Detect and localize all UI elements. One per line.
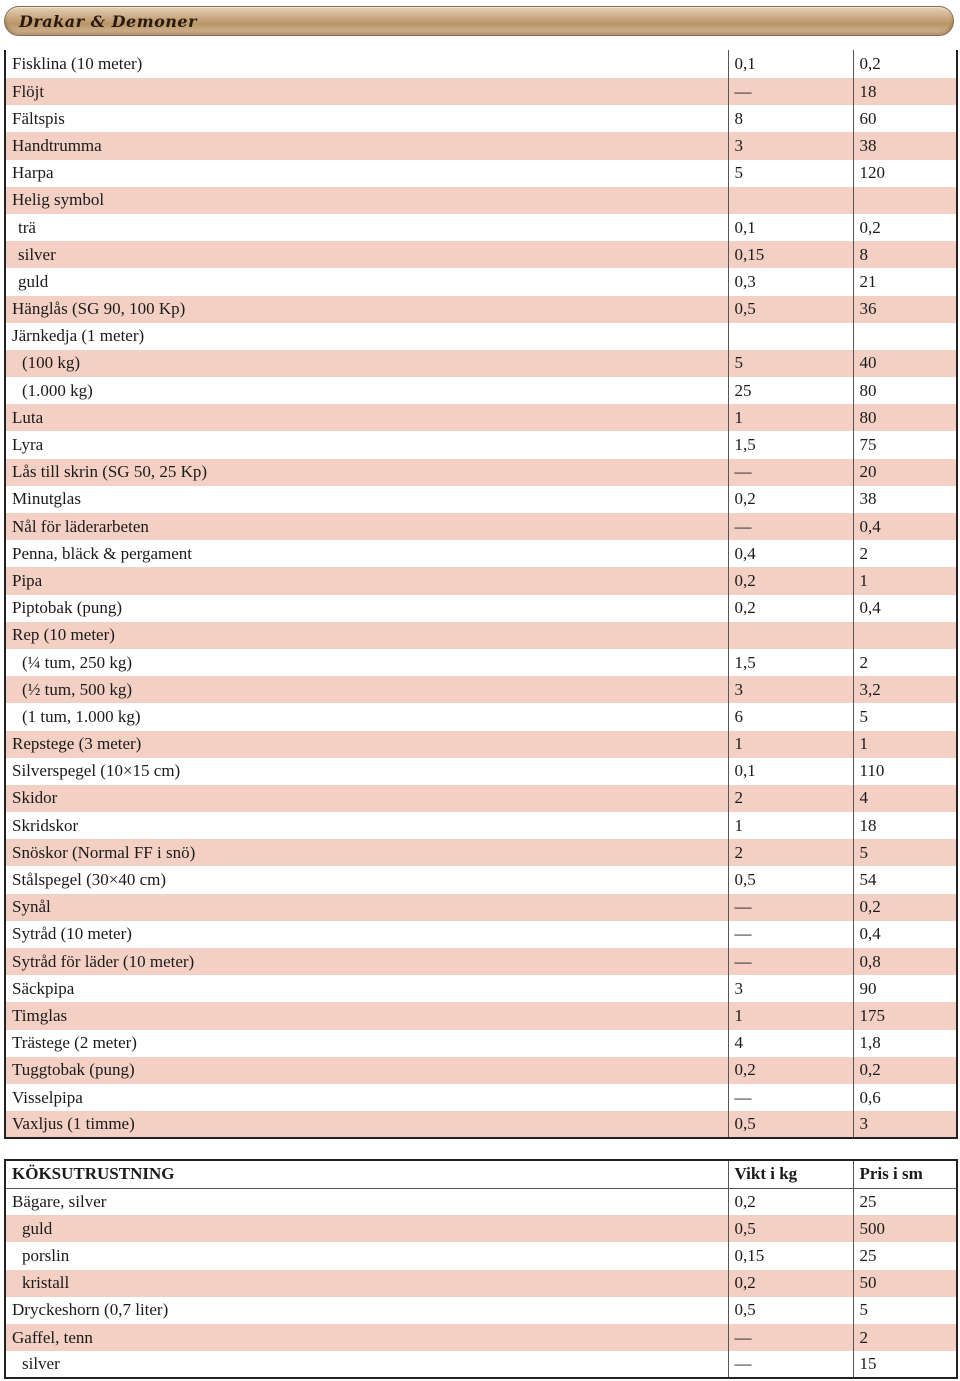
item-weight: — [728,513,853,540]
page-banner [4,6,954,36]
item-weight: 1 [728,812,853,839]
item-weight: 0,5 [728,1297,853,1324]
table-row [5,377,957,404]
header-item: KÖKSUTRUSTNING [5,1160,728,1188]
item-name: Sytråd (10 meter) [12,924,132,944]
item-weight: 3 [728,676,853,703]
item-weight: 0,2 [728,1270,853,1297]
item-price: 90 [853,975,957,1002]
item-weight: — [728,1084,853,1111]
item-name: Minutglas [12,489,81,509]
banner-title: Drakar & Demoner [19,12,198,31]
item-weight: 0,5 [728,1111,853,1138]
item-name: Timglas [5,1002,728,1029]
table-row [5,1188,957,1215]
item-price: 0,6 [853,1084,957,1111]
table-header-row [5,1160,957,1188]
item-weight: 0,2 [728,595,853,622]
item-price: 80 [853,404,957,431]
item-name: Flöjt [5,78,728,105]
item-name: (½ tum, 500 kg) [5,676,728,703]
item-weight: 3 [728,132,853,159]
item-price: 1,8 [853,1030,957,1057]
equipment-table [4,50,958,1139]
table-row [5,1351,957,1378]
item-price: 80 [853,377,957,404]
item-price: 25 [853,1242,957,1269]
table-row [5,758,957,785]
item-price: 60 [853,105,957,132]
item-price: 500 [853,1215,957,1242]
table-row [5,1324,957,1351]
table-row [5,323,957,350]
item-name: Silverspegel (10×15 cm) [12,761,181,781]
item-price: 0,4 [853,921,957,948]
table-row [5,513,957,540]
table-row [5,1215,957,1242]
table-row [5,812,957,839]
item-price: 18 [853,812,957,839]
item-name: Dryckeshorn (0,7 liter) [12,1300,169,1320]
item-weight: 0,4 [728,540,853,567]
item-weight: 1 [728,1002,853,1029]
table-row [5,649,957,676]
item-name: Harpa [12,163,54,183]
item-name: (1.000 kg) [22,380,93,400]
item-weight: — [728,1324,853,1351]
table-row [5,1297,957,1324]
item-price: 0,2 [853,894,957,921]
item-price [853,622,957,649]
item-weight: 0,5 [728,1215,853,1242]
item-weight: 0,1 [728,50,853,78]
item-name: Stålspegel (30×40 cm) [12,870,167,890]
item-name: Handtrumma [5,132,728,159]
item-weight: 5 [728,350,853,377]
item-weight: 3 [728,975,853,1002]
table-row [5,214,957,241]
table-row [5,839,957,866]
item-weight: 0,1 [728,214,853,241]
item-price: 8 [853,241,957,268]
item-name: guld [5,1215,728,1242]
item-name: Tuggtobak (pung) [5,1057,728,1084]
item-weight: 0,5 [728,866,853,893]
item-price [853,187,957,214]
table-row [5,78,957,105]
item-weight: 0,5 [728,296,853,323]
table-row [5,703,957,730]
item-price: 120 [853,160,957,187]
item-price: 20 [853,459,957,486]
item-name: Bägare, silver [12,1191,107,1211]
item-weight: 1 [728,731,853,758]
table-row [5,676,957,703]
table-row [5,105,957,132]
table-row [5,1002,957,1029]
item-name: Fisklina (10 meter) [12,54,143,73]
item-weight: 1 [728,404,853,431]
table-row [5,975,957,1002]
table-row [5,132,957,159]
item-name: Pipa [5,567,728,594]
item-name: Nål för läderarbeten [5,513,728,540]
table-row [5,595,957,622]
item-weight: — [728,78,853,105]
item-price: 3,2 [853,676,957,703]
table-row [5,50,957,78]
header-weight: Vikt i kg [728,1160,853,1188]
item-name: Synål [5,894,728,921]
item-weight [728,187,853,214]
table-row [5,731,957,758]
item-name: Lyra [12,435,44,455]
item-weight: — [728,921,853,948]
item-name: silver [5,241,728,268]
table-row [5,1030,957,1057]
table-row [5,921,957,948]
item-price: 1 [853,731,957,758]
item-name: Trästege (2 meter) [12,1033,137,1053]
item-name: Luta [5,404,728,431]
table-row [5,486,957,513]
table-row [5,350,957,377]
table-row [5,431,957,458]
item-name: Piptobak (pung) [12,598,123,618]
item-weight: 25 [728,377,853,404]
item-price: 3 [853,1111,957,1138]
item-price: 5 [853,703,957,730]
table-row [5,296,957,323]
table-row [5,785,957,812]
item-name: Visselpipa [12,1087,83,1107]
item-name: Järnkedja (1 meter) [12,326,145,346]
item-name: Rep (10 meter) [5,622,728,649]
item-weight: 0,2 [728,1057,853,1084]
item-price: 15 [853,1351,957,1378]
item-name: (¼ tum, 250 kg) [22,652,133,672]
item-name: Vaxljus (1 timme) [5,1111,728,1138]
item-price: 38 [853,132,957,159]
item-price: 54 [853,866,957,893]
item-weight: 0,15 [728,1242,853,1269]
item-name: trä [18,217,36,237]
item-price: 4 [853,785,957,812]
item-weight: — [728,1351,853,1378]
item-price: 40 [853,350,957,377]
kitchen-equipment-table [4,1159,958,1379]
item-price [853,323,957,350]
table-row [5,622,957,649]
item-price: 0,2 [853,1057,957,1084]
item-price: 0,4 [853,513,957,540]
table-row [5,160,957,187]
item-weight: 5 [728,160,853,187]
item-name: porslin [22,1245,70,1265]
item-price: 5 [853,839,957,866]
item-price: 175 [853,1002,957,1029]
table-row [5,1270,957,1297]
item-name: Säckpipa [12,978,75,998]
table-row [5,241,957,268]
item-weight: 4 [728,1030,853,1057]
table-row [5,187,957,214]
item-weight: 8 [728,105,853,132]
item-name: Skridskor [12,815,79,835]
item-name: Hänglås (SG 90, 100 Kp) [5,296,728,323]
item-weight: 0,2 [728,1188,853,1215]
item-name: Fältspis [12,108,65,128]
table-row [5,1057,957,1084]
item-price: 0,2 [853,50,957,78]
table-row [5,268,957,295]
table-row [5,404,957,431]
item-name: Repstege (3 meter) [5,731,728,758]
item-price: 38 [853,486,957,513]
item-weight: 6 [728,703,853,730]
item-name: kristall [5,1270,728,1297]
item-weight: 1,5 [728,649,853,676]
item-price: 110 [853,758,957,785]
item-weight: — [728,894,853,921]
item-price: 18 [853,78,957,105]
item-name: Sytråd för läder (10 meter) [5,948,728,975]
item-weight: — [728,459,853,486]
item-price: 21 [853,268,957,295]
item-price: 2 [853,540,957,567]
item-price: 5 [853,1297,957,1324]
table-row [5,567,957,594]
item-price: 0,2 [853,214,957,241]
item-price: 25 [853,1188,957,1215]
table-row [5,1084,957,1111]
table-row [5,1242,957,1269]
item-weight: 1,5 [728,431,853,458]
item-name: (1 tum, 1.000 kg) [22,706,141,726]
table-row [5,1111,957,1138]
item-weight [728,622,853,649]
item-weight: — [728,948,853,975]
item-name: Helig symbol [5,187,728,214]
item-weight: 0,3 [728,268,853,295]
table-row [5,459,957,486]
table-row [5,948,957,975]
item-price: 2 [853,649,957,676]
item-name: silver [22,1354,60,1374]
item-weight: 2 [728,785,853,812]
item-price: 1 [853,567,957,594]
item-weight: 2 [728,839,853,866]
item-price: 36 [853,296,957,323]
item-weight: 0,15 [728,241,853,268]
item-price: 0,8 [853,948,957,975]
table-row [5,866,957,893]
table-row [5,540,957,567]
item-weight: 0,2 [728,486,853,513]
item-price: 0,4 [853,595,957,622]
item-name: Skidor [5,785,728,812]
item-price: 75 [853,431,957,458]
item-weight: 0,1 [728,758,853,785]
item-name: Penna, bläck & pergament [12,543,193,563]
item-name: (100 kg) [5,350,728,377]
table-row [5,894,957,921]
item-weight: 0,2 [728,567,853,594]
header-price: Pris i sm [853,1160,957,1188]
item-weight [728,323,853,350]
item-name: guld [18,271,49,291]
item-price: 2 [853,1324,957,1351]
item-price: 50 [853,1270,957,1297]
item-name: Gaffel, tenn [5,1324,728,1351]
item-name: Snöskor (Normal FF i snö) [5,839,728,866]
item-name: Lås till skrin (SG 50, 25 Kp) [5,459,728,486]
